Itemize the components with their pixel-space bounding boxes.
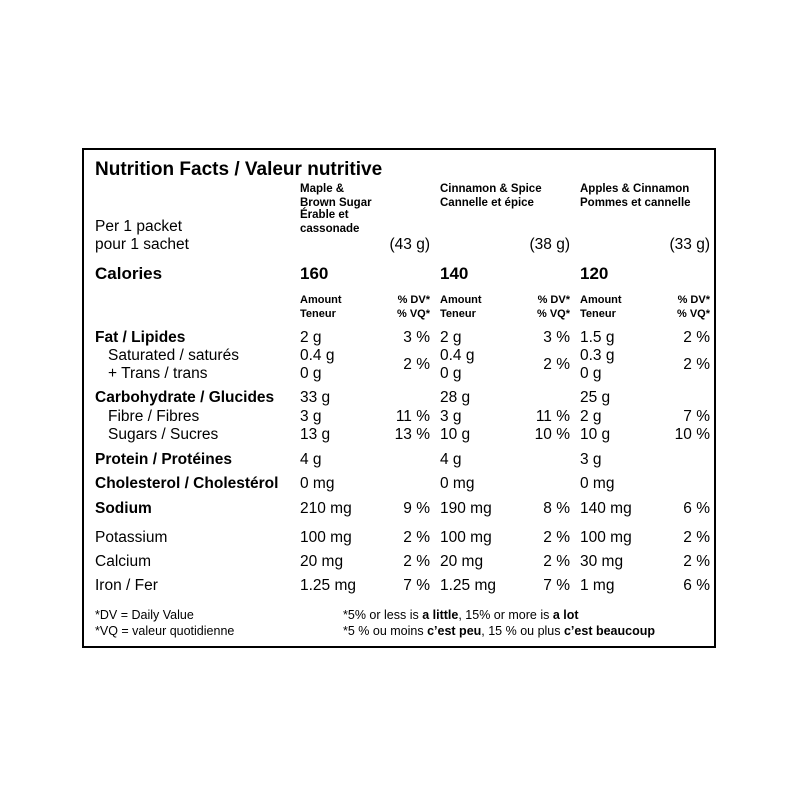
page-title: Nutrition Facts / Valeur nutritive xyxy=(95,159,383,180)
amount-header: Amount xyxy=(580,294,622,306)
footnote-fr: *5 % ou moins c’est peu, 15 % ou plus c’est beaucoup xyxy=(343,624,655,638)
sodium-dv: 6 % xyxy=(683,500,710,517)
vq-header: % VQ* xyxy=(536,308,570,320)
potassium-dv: 2 % xyxy=(683,529,710,546)
protein-value: 4 g xyxy=(300,451,322,468)
footnote-vq: *VQ = valeur quotidienne xyxy=(95,624,235,638)
iron-label: Iron / Fer xyxy=(95,577,158,594)
fibre-value: 2 g xyxy=(580,408,602,425)
calcium-dv: 2 % xyxy=(403,553,430,570)
fat-dv: 3 % xyxy=(543,329,570,346)
amount-header: Amount xyxy=(300,294,342,306)
dv-header: % DV* xyxy=(397,294,430,306)
fat-label: Fat / Lipides xyxy=(95,329,186,346)
iron-dv: 7 % xyxy=(403,577,430,594)
sugars-value: 13 g xyxy=(300,426,331,443)
carbohydrate-value: 33 g xyxy=(300,389,331,406)
sat-trans-dv: 2 % xyxy=(543,356,570,373)
footnote-en: *5% or less is a little, 15% or more is a lot xyxy=(343,608,579,622)
cholesterol-value: 0 mg xyxy=(580,475,615,492)
teneur-header: Teneur xyxy=(440,308,476,320)
sodium-value: 210 mg xyxy=(300,500,352,517)
cholesterol-label: Cholesterol / Cholestérol xyxy=(95,475,279,492)
iron-dv: 7 % xyxy=(543,577,570,594)
sugars-value: 10 g xyxy=(440,426,471,443)
potassium-dv: 2 % xyxy=(543,529,570,546)
calories-label: Calories xyxy=(95,264,163,283)
fibre-label: Fibre / Fibres xyxy=(108,408,200,425)
fibre-dv: 11 % xyxy=(535,408,570,425)
trans-label: + Trans / trans xyxy=(108,365,208,382)
cholesterol-value: 0 mg xyxy=(440,475,475,492)
fibre-dv: 11 % xyxy=(395,408,430,425)
vq-header: % VQ* xyxy=(396,308,430,320)
sugars-dv: 10 % xyxy=(674,426,710,443)
protein-label: Protein / Protéines xyxy=(95,451,232,468)
fibre-value: 3 g xyxy=(440,408,462,425)
fat-dv: 3 % xyxy=(403,329,430,346)
vq-header: % VQ* xyxy=(676,308,710,320)
sodium-value: 140 mg xyxy=(580,500,632,517)
serving-line-en: Per 1 packet xyxy=(95,218,183,235)
fibre-value: 3 g xyxy=(300,408,322,425)
iron-dv: 6 % xyxy=(683,577,710,594)
amount-header: Amount xyxy=(440,294,482,306)
carbohydrate-value: 25 g xyxy=(580,389,611,406)
sugars-dv: 13 % xyxy=(394,426,430,443)
sat-trans-dv: 2 % xyxy=(403,356,430,373)
fat-dv: 2 % xyxy=(683,329,710,346)
calcium-value: 30 mg xyxy=(580,553,624,570)
dv-header: % DV* xyxy=(677,294,710,306)
trans-value: 0 g xyxy=(300,365,322,382)
cholesterol-value: 0 mg xyxy=(300,475,335,492)
teneur-header: Teneur xyxy=(580,308,616,320)
trans-value: 0 g xyxy=(580,365,602,382)
sat-trans-dv: 2 % xyxy=(683,356,710,373)
fat-value: 2 g xyxy=(300,329,322,346)
potassium-value: 100 mg xyxy=(300,529,352,546)
potassium-value: 100 mg xyxy=(580,529,632,546)
serving-weight: (33 g) xyxy=(669,236,710,253)
calcium-label: Calcium xyxy=(95,553,151,570)
sodium-dv: 9 % xyxy=(403,500,430,517)
calories-value: 140 xyxy=(440,264,469,283)
sodium-value: 190 mg xyxy=(440,500,492,517)
teneur-header: Teneur xyxy=(300,308,336,320)
sugars-dv: 10 % xyxy=(534,426,570,443)
potassium-dv: 2 % xyxy=(403,529,430,546)
saturated-value: 0.4 g xyxy=(300,347,335,364)
serving-weight: (43 g) xyxy=(389,236,430,253)
calories-value: 160 xyxy=(300,264,329,283)
calcium-value: 20 mg xyxy=(300,553,344,570)
calories-value: 120 xyxy=(580,264,609,283)
footnote-dv: *DV = Daily Value xyxy=(95,608,194,622)
fat-value: 1.5 g xyxy=(580,329,615,346)
serving-line-fr: pour 1 sachet xyxy=(95,236,189,253)
serving-weight: (38 g) xyxy=(529,236,570,253)
protein-value: 4 g xyxy=(440,451,462,468)
iron-value: 1.25 mg xyxy=(440,577,497,594)
carbohydrate-label: Carbohydrate / Glucides xyxy=(95,389,275,406)
fibre-dv: 7 % xyxy=(683,408,710,425)
variant-name-fr: Pommes et cannelle xyxy=(580,197,691,209)
trans-value: 0 g xyxy=(440,365,462,382)
protein-value: 3 g xyxy=(580,451,602,468)
potassium-label: Potassium xyxy=(95,529,168,546)
sugars-value: 10 g xyxy=(580,426,611,443)
saturated-value: 0.4 g xyxy=(440,347,475,364)
iron-value: 1 mg xyxy=(580,577,615,594)
calcium-dv: 2 % xyxy=(543,553,570,570)
saturated-label: Saturated / saturés xyxy=(108,347,239,364)
saturated-value: 0.3 g xyxy=(580,347,615,364)
dv-header: % DV* xyxy=(537,294,570,306)
variant-name-en: Cinnamon & Spice xyxy=(440,183,542,195)
sodium-label: Sodium xyxy=(95,500,152,517)
potassium-value: 100 mg xyxy=(440,529,492,546)
variant-name-fr: Érable et cassonade xyxy=(300,209,360,235)
variant-name-en: Apples & Cinnamon xyxy=(580,183,690,195)
variant-name-en: Maple & Brown Sugar xyxy=(300,183,372,209)
sodium-dv: 8 % xyxy=(543,500,570,517)
calcium-value: 20 mg xyxy=(440,553,484,570)
iron-value: 1.25 mg xyxy=(300,577,357,594)
fat-value: 2 g xyxy=(440,329,462,346)
calcium-dv: 2 % xyxy=(683,553,710,570)
carbohydrate-value: 28 g xyxy=(440,389,471,406)
sugars-label: Sugars / Sucres xyxy=(108,426,219,443)
variant-name-fr: Cannelle et épice xyxy=(440,197,534,209)
